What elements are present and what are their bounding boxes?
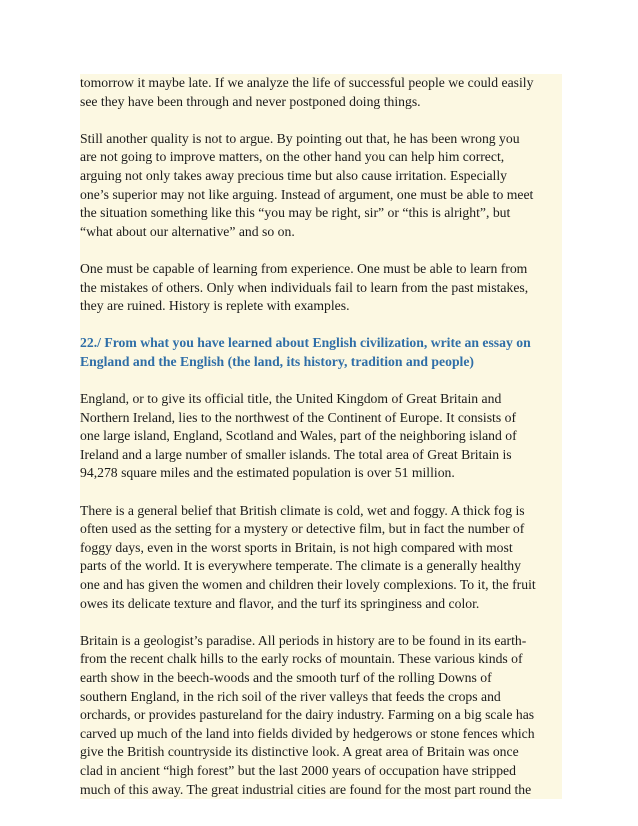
paragraph-5 (80, 502, 562, 614)
paragraph-gap (80, 316, 562, 335)
document-page (80, 74, 562, 799)
text-line: clad in ancient “high forest” but the last 2000 years of occupation have stripped (80, 762, 516, 778)
text-line: arguing not only takes away precious time but also cause irritation. Especially (80, 167, 507, 183)
text-line: foggy days, even in the worst sports in Britain, is not high compared with most (80, 539, 513, 555)
heading-line: 22./ From what you have learned about English civilization, write an essay on (80, 335, 531, 351)
paragraph-4 (80, 390, 562, 483)
text-line: Still another quality is not to argue. By pointing out that, he has been wrong you (80, 130, 520, 146)
paragraph-gap (80, 483, 562, 502)
text-line: one’s superior may not like arguing. Instead of argument, one must be able to meet (80, 186, 534, 202)
text-line: 94,278 square miles and the estimated population is over 51 million. (80, 465, 455, 481)
text-line: often used as the setting for a mystery or detective film, but in fact the number of (80, 521, 525, 537)
text-line: give the British countryside its distinctive look. A great area of Britain was once (80, 744, 519, 760)
paragraph-1 (80, 74, 562, 111)
text-line: There is a general belief that British climate is cold, wet and foggy. A thick fog is (80, 502, 525, 518)
text-line: parts of the world. It is everywhere temperate. The climate is a generally healthy (80, 558, 521, 574)
paragraph-gap (80, 111, 562, 130)
text-line: England, or to give its official title, the United Kingdom of Great Britain and (80, 391, 502, 407)
text-line: one and has given the women and children their lovely complexions. To it, the fruit (80, 577, 536, 593)
text-line: the situation something like this “you may be right, sir” or “this is alright”, but (80, 205, 511, 221)
text-line: carved up much of the land into fields divided by hedgerows or stone fences which (80, 725, 535, 741)
text-line: Northern Ireland, lies to the northwest of the Continent of Europe. It consists of (80, 409, 517, 425)
text-line: much of this away. The great industrial cities are found for the most part round the (80, 781, 532, 797)
paragraph-2 (80, 130, 562, 242)
text-line: earth show in the beech-woods and the smooth turf of the rolling Downs of (80, 670, 492, 685)
text-line: see they have been through and never postponed doing things. (80, 93, 421, 109)
text-line: they are ruined. History is replete with examples. (80, 298, 350, 314)
text-line: southern England, in the rich soil of the river valleys that feeds the crops and (80, 688, 501, 704)
paragraph-6 (80, 632, 562, 799)
text-block (80, 74, 562, 799)
text-line: Britain is a geologist’s paradise. All periods in history are to be found in its earth- (80, 632, 527, 648)
paragraph-gap (80, 241, 562, 260)
text-line: are not going to improve matters, on the other hand you can help him correct, (80, 149, 505, 165)
essay-heading (80, 334, 562, 371)
paragraph-3 (80, 260, 562, 316)
text-line: Ireland and a large number of smaller islands. The total area of Great Britain is (80, 446, 512, 462)
text-line: orchards, or provides pastureland for the dairy industry. Farming on a big scale has (80, 707, 535, 723)
text-line: “what about our alternative” and so on. (80, 223, 295, 239)
paragraph-gap (80, 613, 562, 632)
text-line: One must be capable of learning from experience. One must be able to learn from (80, 260, 528, 276)
text-line: the mistakes of others. Only when individuals fail to learn from the past mistakes, (80, 279, 529, 295)
heading-line: England and the English (the land, its history, tradition and people) (80, 353, 474, 369)
text-line: one large island, England, Scotland and Wales, part of the neighboring island of (80, 428, 517, 444)
text-line: tomorrow it maybe late. If we analyze the life of successful people we could easily (80, 75, 534, 90)
text-line: owes its delicate texture and flavor, and the turf its springiness and color. (80, 595, 480, 611)
text-line: from the recent chalk hills to the early rocks of mountain. These various kinds of (80, 651, 523, 667)
paragraph-gap (80, 372, 562, 391)
